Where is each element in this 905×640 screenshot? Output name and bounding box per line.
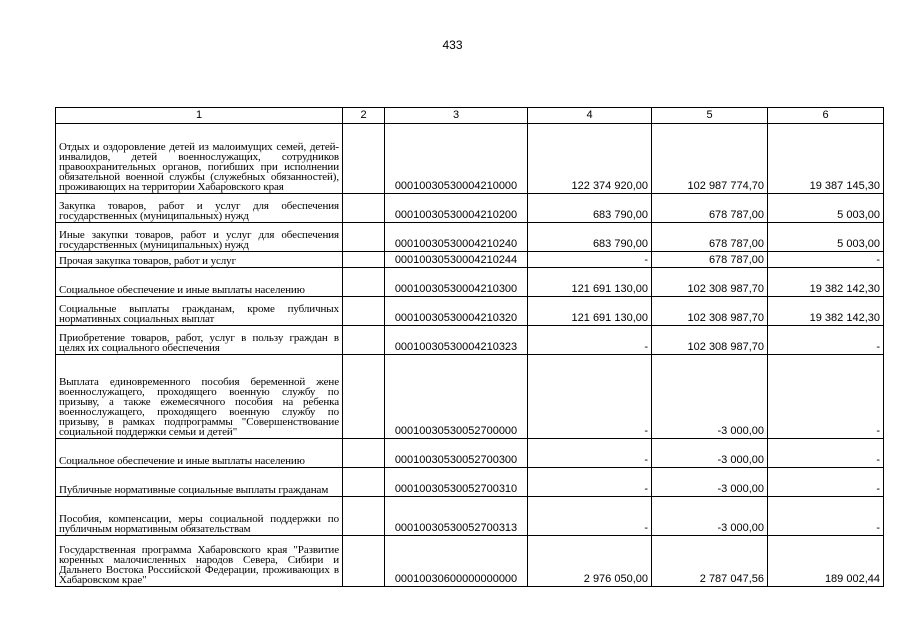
row-value-6: 5 003,00 bbox=[768, 223, 884, 252]
row-value-5: 102 308 987,70 bbox=[652, 268, 768, 297]
table-row bbox=[56, 194, 884, 223]
row-description: Закупка товаров, работ и услуг для обеспечения государственных (муниципальных) нужд bbox=[56, 194, 343, 223]
row-value-6: 19 382 142,30 bbox=[768, 297, 884, 326]
table-row bbox=[56, 536, 884, 587]
row-value-5: -3 000,00 bbox=[652, 355, 768, 439]
row-value-5: -3 000,00 bbox=[652, 497, 768, 536]
row-description: Публичные нормативные социальные выплаты гражданам bbox=[56, 468, 343, 497]
row-value-6: 189 002,44 bbox=[768, 536, 884, 587]
table-row bbox=[56, 439, 884, 468]
row-value-4: - bbox=[528, 468, 652, 497]
table-row bbox=[56, 468, 884, 497]
row-classification-code: 00010030530052700300 bbox=[385, 439, 528, 468]
row-description: Социальные выплаты гражданам, кроме публичных нормативных социальных выплат bbox=[56, 297, 343, 326]
column-header: 6 bbox=[768, 108, 884, 124]
table-row bbox=[56, 297, 884, 326]
row-classification-code: 00010030530052700310 bbox=[385, 468, 528, 497]
row-value-6: - bbox=[768, 355, 884, 439]
row-description: Пособия, компенсации, меры социальной поддержки по публичным нормативным обязательствам bbox=[56, 497, 343, 536]
row-description: Отдых и оздоровление детей из малоимущих семей, детей-инвалидов, детей военнослужащих, сотрудников правоохранительных органов, погибших при исполнении обязательной военной службы (служебных обязанностей), проживающих на территории Хабаровского края bbox=[56, 124, 343, 194]
row-classification-code: 00010030530004210323 bbox=[385, 326, 528, 355]
row-value-5: 678 787,00 bbox=[652, 194, 768, 223]
row-value-6: - bbox=[768, 497, 884, 536]
row-description: Социальное обеспечение и иные выплаты населению bbox=[56, 439, 343, 468]
row-classification-code: 00010030530052700000 bbox=[385, 355, 528, 439]
row-description: Государственная программа Хабаровского края "Развитие коренных малочисленных народов Севера, Сибири и Дальнего Востока Российской Федерации, проживающих в Хабаровском крае" bbox=[56, 536, 343, 587]
table-row bbox=[56, 326, 884, 355]
page-number: 433 bbox=[442, 38, 463, 52]
row-classification-code: 00010030530004210244 bbox=[385, 252, 528, 268]
row-classification-code: 00010030530004210320 bbox=[385, 297, 528, 326]
row-value-4: 121 691 130,00 bbox=[528, 297, 652, 326]
row-column-2 bbox=[343, 326, 385, 355]
table-row bbox=[56, 223, 884, 252]
row-column-2 bbox=[343, 223, 385, 252]
row-value-5: -3 000,00 bbox=[652, 439, 768, 468]
row-value-5: 102 987 774,70 bbox=[652, 124, 768, 194]
row-column-2 bbox=[343, 468, 385, 497]
row-description: Социальное обеспечение и иные выплаты населению bbox=[56, 268, 343, 297]
row-value-5: 102 308 987,70 bbox=[652, 326, 768, 355]
row-column-2 bbox=[343, 252, 385, 268]
column-header: 2 bbox=[343, 108, 385, 124]
row-value-5: 678 787,00 bbox=[652, 223, 768, 252]
row-column-2 bbox=[343, 497, 385, 536]
table-row bbox=[56, 268, 884, 297]
table-row bbox=[56, 252, 884, 268]
row-value-6: 19 387 145,30 bbox=[768, 124, 884, 194]
row-value-6: 5 003,00 bbox=[768, 194, 884, 223]
column-header: 1 bbox=[56, 108, 343, 124]
row-value-4: 683 790,00 bbox=[528, 194, 652, 223]
row-value-4: - bbox=[528, 439, 652, 468]
column-header: 3 bbox=[385, 108, 528, 124]
row-value-5: -3 000,00 bbox=[652, 468, 768, 497]
row-column-2 bbox=[343, 194, 385, 223]
row-value-6: - bbox=[768, 468, 884, 497]
row-value-4: 122 374 920,00 bbox=[528, 124, 652, 194]
row-value-4: 2 976 050,00 bbox=[528, 536, 652, 587]
row-description: Приобретение товаров, работ, услуг в пользу граждан в целях их социального обеспечения bbox=[56, 326, 343, 355]
column-header: 4 bbox=[528, 108, 652, 124]
row-value-4: - bbox=[528, 497, 652, 536]
table-row bbox=[56, 124, 884, 194]
row-classification-code: 00010030530052700313 bbox=[385, 497, 528, 536]
row-value-4: 121 691 130,00 bbox=[528, 268, 652, 297]
row-classification-code: 00010030530004210000 bbox=[385, 124, 528, 194]
row-column-2 bbox=[343, 124, 385, 194]
row-column-2 bbox=[343, 536, 385, 587]
row-value-6: 19 382 142,30 bbox=[768, 268, 884, 297]
table-row bbox=[56, 497, 884, 536]
row-value-6: - bbox=[768, 439, 884, 468]
row-value-5: 102 308 987,70 bbox=[652, 297, 768, 326]
row-value-6: - bbox=[768, 252, 884, 268]
row-description: Прочая закупка товаров, работ и услуг bbox=[56, 252, 343, 268]
row-classification-code: 00010030530004210300 bbox=[385, 268, 528, 297]
row-description: Иные закупки товаров, работ и услуг для обеспечения государственных (муниципальных) нужд bbox=[56, 223, 343, 252]
row-classification-code: 00010030600000000000 bbox=[385, 536, 528, 587]
budget-table bbox=[55, 107, 884, 587]
row-value-4: - bbox=[528, 326, 652, 355]
row-value-4: - bbox=[528, 252, 652, 268]
row-column-2 bbox=[343, 439, 385, 468]
row-value-4: 683 790,00 bbox=[528, 223, 652, 252]
row-value-5: 2 787 047,56 bbox=[652, 536, 768, 587]
column-header: 5 bbox=[652, 108, 768, 124]
row-classification-code: 00010030530004210200 bbox=[385, 194, 528, 223]
table-row bbox=[56, 355, 884, 439]
row-value-4: - bbox=[528, 355, 652, 439]
row-value-5: 678 787,00 bbox=[652, 252, 768, 268]
row-column-2 bbox=[343, 268, 385, 297]
row-column-2 bbox=[343, 297, 385, 326]
row-classification-code: 00010030530004210240 bbox=[385, 223, 528, 252]
row-description: Выплата единовременного пособия беременной жене военнослужащего, проходящего военную службу по призыву, а также ежемесячного пособия на ребенка военнослужащего, проходящего военную службу по призыву, в рамках подпрограммы "Совершенствование социальной поддержки семьи и детей" bbox=[56, 355, 343, 439]
row-column-2 bbox=[343, 355, 385, 439]
row-value-6: - bbox=[768, 326, 884, 355]
table-header-row bbox=[56, 108, 884, 124]
